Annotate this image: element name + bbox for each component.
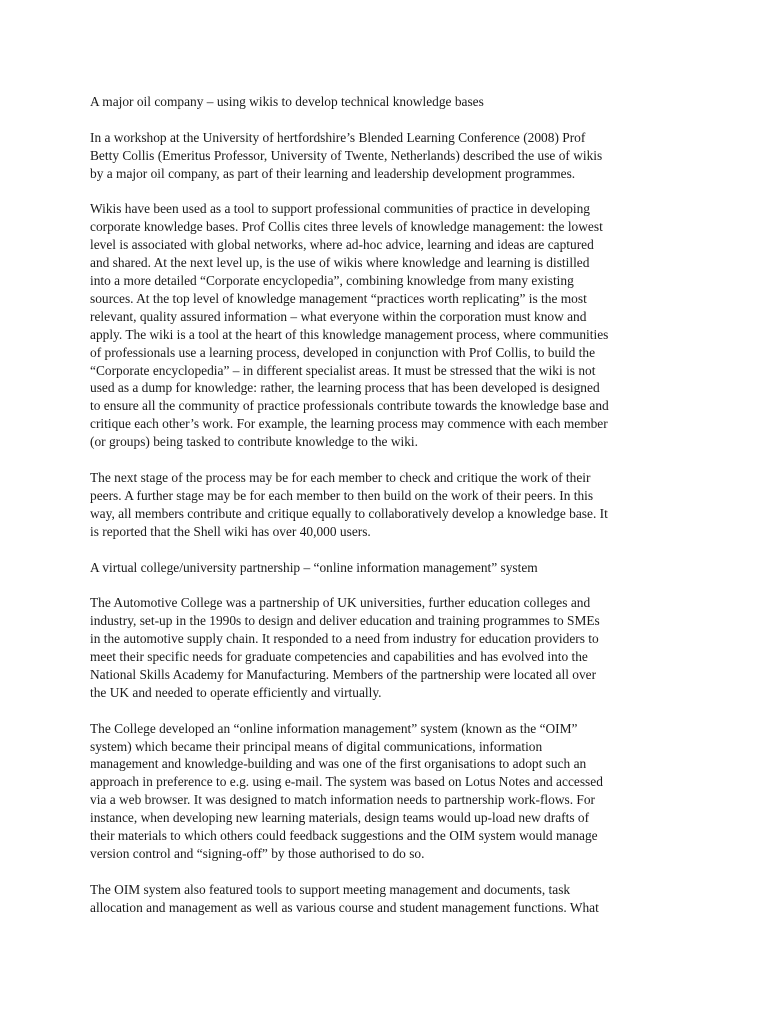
text-line: meet their specific needs for graduate competencies and capabilities and has evolved into the [90,649,588,665]
paragraph-next-stage [90,469,690,541]
text-line: and shared. At the next level up, is the use of wikis where knowledge and learning is distilled [90,255,590,271]
text-line: In a workshop at the University of hertfordshire’s Blended Learning Conference (2008) Prof [90,129,586,145]
text-line: by a major oil company, as part of their learning and leadership development programmes. [90,165,576,181]
text-line: The OIM system also featured tools to support meeting management and documents, task [90,881,571,897]
text-line: approach in preference to e.g. using e-mail. The system was based on Lotus Notes and accessed [90,774,603,790]
text-line: version control and “signing-off” by those authorised to do so. [90,845,425,861]
paragraph-wikis-communities [90,200,690,451]
text-line: (or groups) being tasked to contribute knowledge to the wiki. [90,434,418,450]
text-line: A virtual college/university partnership – “online information management” system [90,559,538,575]
text-line: critique each other’s work. For example, the learning process may commence with each member [90,416,608,432]
text-line: The Automotive College was a partnership of UK universities, further education colleges and [90,595,591,611]
paragraph-heading-virtual-college [90,559,690,577]
text-line: Wikis have been used as a tool to support professional communities of practice in developing [90,201,590,217]
paragraph-heading-oil-company [90,93,690,111]
text-line: way, all members contribute and critique equally to collaboratively develop a knowledge base. It [90,505,608,521]
text-line: apply. The wiki is a tool at the heart of this knowledge management process, where communities [90,326,609,342]
text-line: to ensure all the community of practice professionals contribute towards the knowledge base and [90,398,609,414]
paragraph-oim-system [90,720,690,863]
text-line: corporate knowledge bases. Prof Collis cites three levels of knowledge management: the lowest [90,219,603,235]
text-line: of professionals use a learning process, developed in conjunction with Prof Collis, to build the [90,344,596,360]
text-line: allocation and management as well as various course and student management functions. What [90,899,599,915]
text-line: National Skills Academy for Manufacturing. Members of the partnership were located all over [90,666,597,682]
text-line: the UK and needed to operate efficiently and virtually. [90,684,382,700]
text-line: their materials to which others could feedback suggestions and the OIM system would manage [90,828,598,844]
text-line: is reported that the Shell wiki has over 40,000 users. [90,523,371,539]
text-line: in the automotive supply chain. It responded to a need from industry for education providers to [90,631,599,647]
text-line: The College developed an “online information management” system (known as the “OIM” [90,720,578,736]
paragraph-automotive-college [90,594,690,701]
text-line: A major oil company – using wikis to develop technical knowledge bases [90,94,484,109]
text-line: sources. At the top level of knowledge management “practices worth replicating” is the most [90,290,587,306]
text-line: “Corporate encyclopedia” – in different specialist areas. It must be stressed that the wiki is not [90,362,596,378]
text-line: into a more detailed “Corporate encyclopedia”, combining knowledge from many existing [90,273,574,289]
text-line: peers. A further stage may be for each member to then build on the work of their peers. In this [90,487,594,503]
text-line: level is associated with global networks, where ad-hoc advice, learning and ideas are captured [90,237,594,253]
paragraph-oim-tools [90,881,690,917]
text-line: management and knowledge-building and was one of the first organisations to adopt such an [90,756,587,772]
text-line: via a web browser. It was designed to match information needs to partnership work-flows. For [90,792,596,808]
paragraph-workshop-intro [90,129,690,183]
text-line: relevant, quality assured information – what everyone within the corporation must know and [90,308,587,324]
text-line: used as a dump for knowledge: rather, the learning process that has been developed is designed [90,380,600,396]
text-line: industry, set-up in the 1990s to design and deliver education and training programmes to SMEs [90,613,600,629]
text-line: instance, when developing new learning materials, design teams would up-load new drafts of [90,810,590,826]
text-line: The next stage of the process may be for each member to check and critique the work of their [90,469,591,485]
text-line: Betty Collis (Emeritus Professor, University of Twente, Netherlands) described the use of wikis [90,147,603,163]
document-body [90,93,690,934]
text-line: system) which became their principal means of digital communications, information [90,738,543,754]
